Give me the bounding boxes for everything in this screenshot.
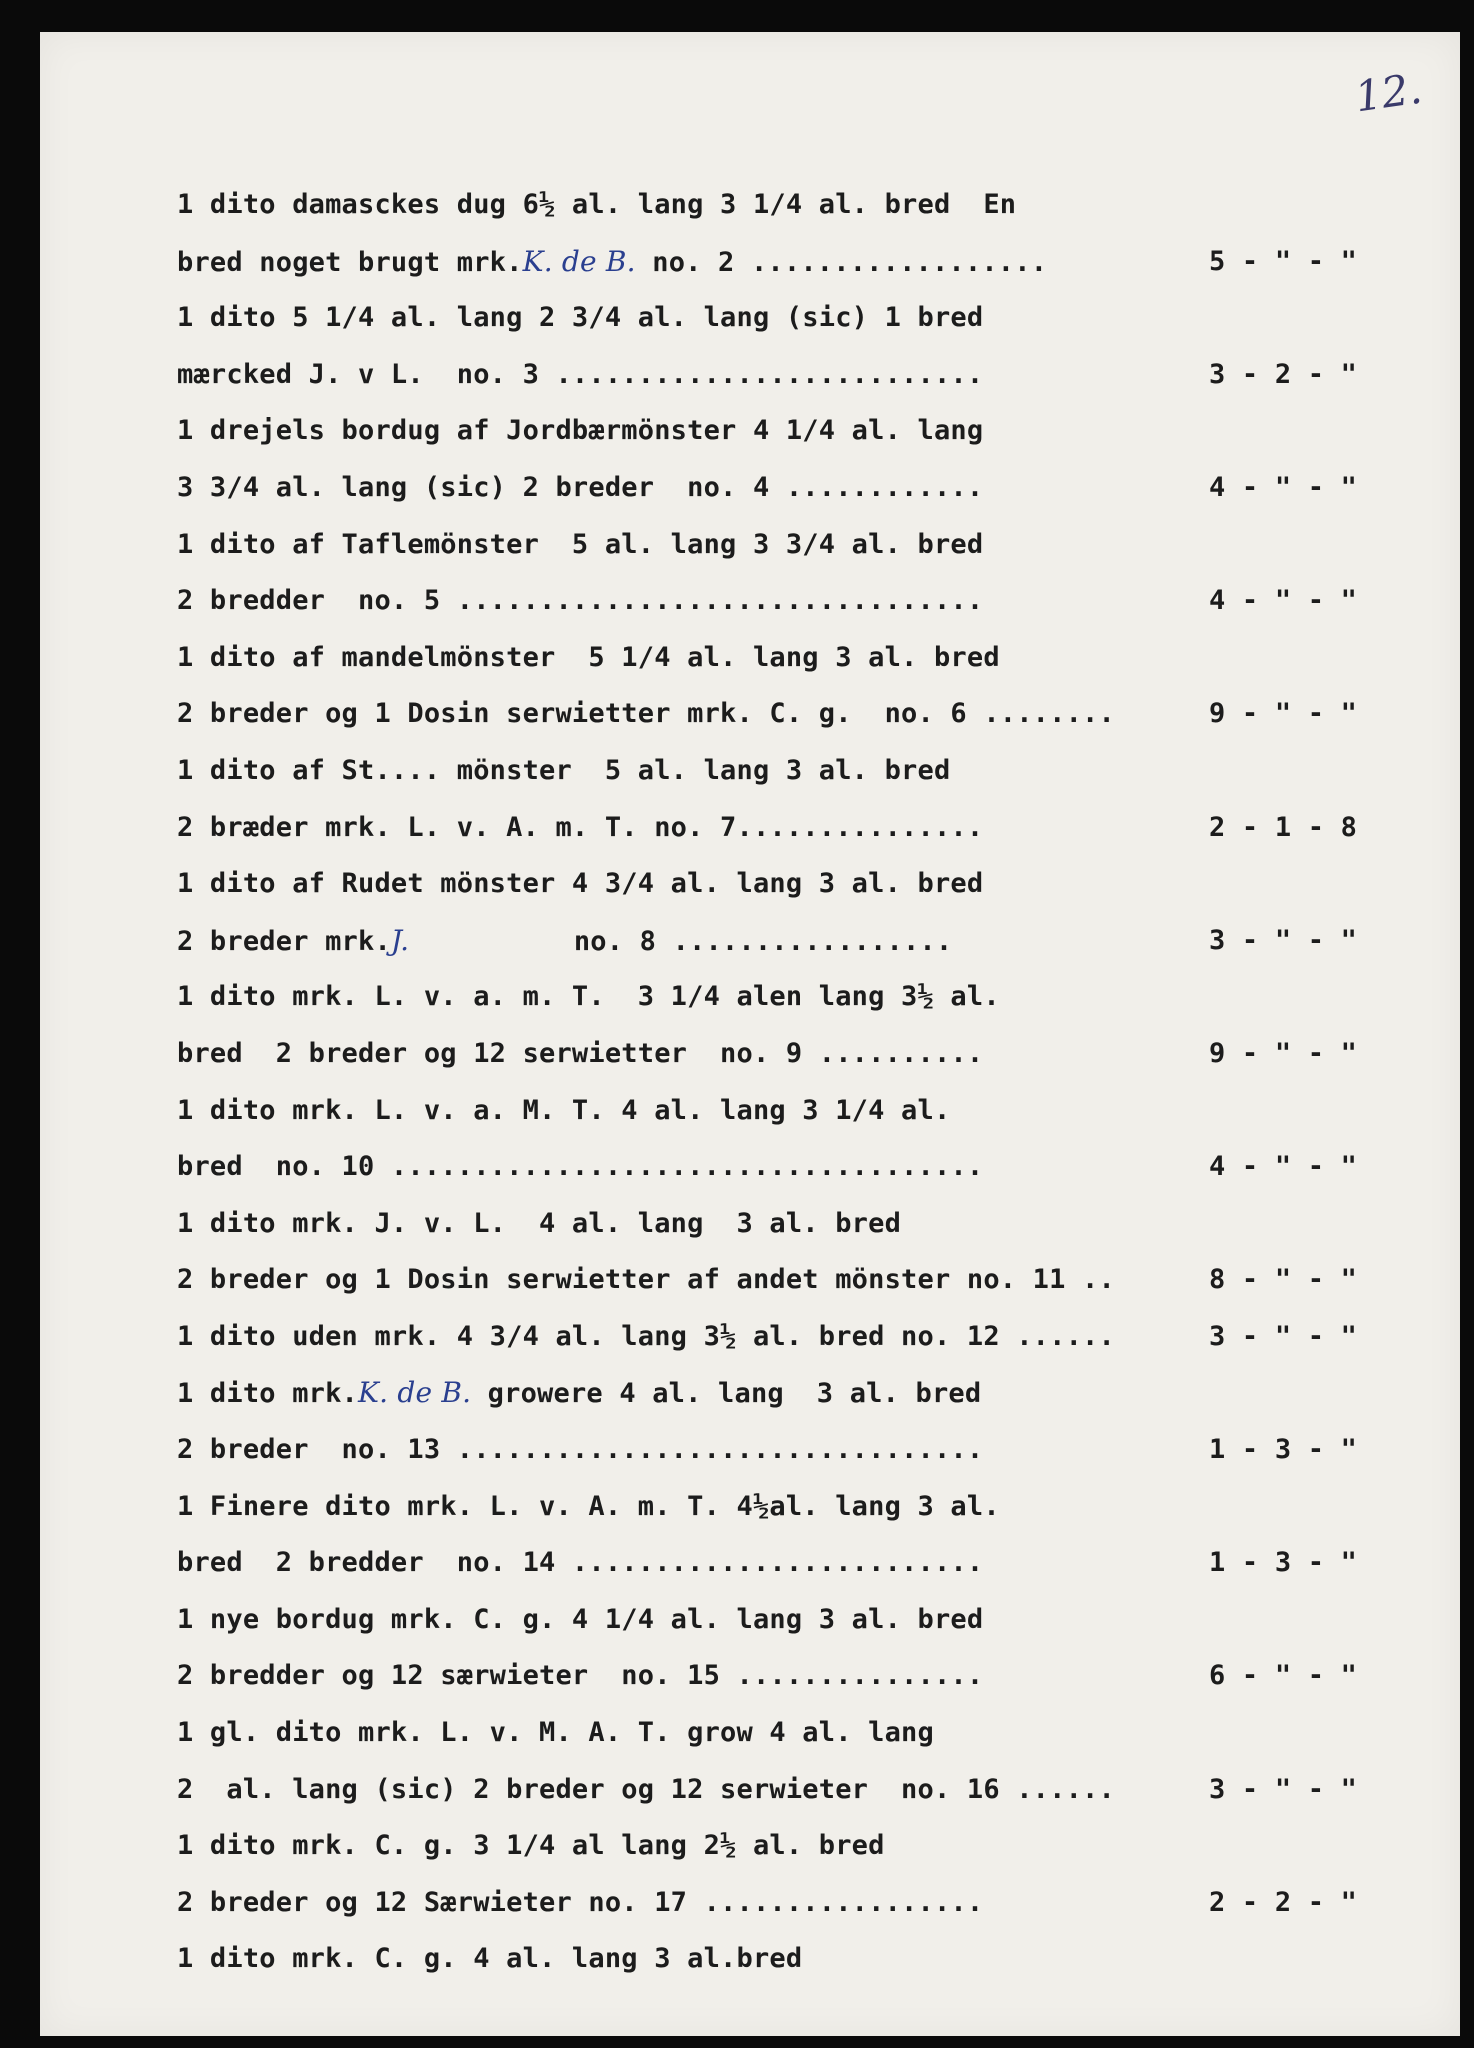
line-description: bred no. 10 .................................... — [177, 1151, 984, 1183]
inventory-line — [177, 573, 1357, 630]
inventory-line — [177, 234, 1357, 291]
line-description: 1 dito af mandelmönster 5 1/4 al. lang 3 al. bred — [177, 641, 1000, 673]
line-amount: 4 - " - " — [1209, 585, 1358, 617]
line-amount: 6 - " - " — [1209, 1660, 1358, 1692]
line-amount: 2 - 1 - 8 — [1209, 811, 1358, 843]
line-amount: 9 - " - " — [1209, 1037, 1358, 1069]
line-description: 2 breder og 1 Dosin serwietter af andet mönster no. 11 .. — [177, 1264, 1115, 1296]
line-description: 1 dito uden mrk. 4 3/4 al. lang 3½ al. bred no. 12 ...... — [177, 1320, 1115, 1352]
inventory-line — [177, 403, 1357, 460]
line-description: 1 dito 5 1/4 al. lang 2 3/4 al. lang (sic) 1 bred — [177, 302, 984, 334]
inventory-line — [177, 1252, 1357, 1309]
line-amount: 9 - " - " — [1209, 698, 1358, 730]
line-amount: 3 - " - " — [1209, 1773, 1358, 1805]
line-amount: 3 - " - " — [1209, 1320, 1358, 1352]
line-description: 2 breder og 1 Dosin serwietter mrk. C. g. no. 6 ........ — [177, 698, 1115, 730]
line-amount: 1 - 3 - " — [1209, 1434, 1358, 1466]
inventory-line — [177, 969, 1357, 1026]
inventory-line — [177, 1931, 1357, 1988]
line-description: 1 drejels bordug af Jordbærmönster 4 1/4 al. lang — [177, 415, 984, 447]
inventory-line — [177, 1309, 1357, 1366]
line-description: 1 dito mrk.K. de B. growere 4 al. lang 3 al. bred — [177, 1376, 982, 1410]
line-description: 3 3/4 al. lang (sic) 2 breder no. 4 ............ — [177, 471, 984, 503]
line-description: 1 nye bordug mrk. C. g. 4 1/4 al. lang 3 al. bred — [177, 1603, 984, 1635]
inventory-line — [177, 290, 1357, 347]
inventory-line — [177, 1535, 1357, 1592]
line-description: 2 al. lang (sic) 2 breder og 12 serwieter no. 16 ...... — [177, 1773, 1115, 1805]
handwritten-mark: J. — [390, 923, 410, 957]
inventory-line — [177, 1026, 1357, 1083]
inventory-line — [177, 347, 1357, 404]
line-amount: 4 - " - " — [1209, 1151, 1358, 1183]
line-description: 2 breder no. 13 ................................ — [177, 1434, 984, 1466]
line-description: 2 breder og 12 Særwieter no. 17 ................. — [177, 1886, 984, 1918]
line-description: 1 dito af Rudet mönster 4 3/4 al. lang 3 al. bred — [177, 868, 984, 900]
handwritten-mark: K. de B. — [358, 1376, 472, 1410]
inventory-line — [177, 913, 1357, 970]
line-description: 1 gl. dito mrk. L. v. M. A. T. grow 4 al. lang — [177, 1717, 934, 1749]
line-description: 1 dito af St.... mönster 5 al. lang 3 al. bred — [177, 754, 951, 786]
line-description: 2 bredder og 12 særwieter no. 15 ............... — [177, 1660, 984, 1692]
inventory-line — [177, 1479, 1357, 1536]
line-description: mærcked J. v L. no. 3 .......................... — [177, 358, 984, 390]
handwritten-mark: K. de B. — [522, 244, 636, 278]
line-description: 1 Finere dito mrk. L. v. A. m. T. 4½al. lang 3 al. — [177, 1490, 1000, 1522]
line-description: bred noget brugt mrk.K. de B. no. 2 .................. — [177, 244, 1048, 278]
line-description: 2 bredder no. 5 ................................ — [177, 585, 984, 617]
line-description: 1 dito mrk. C. g. 3 1/4 al lang 2½ al. bred — [177, 1830, 885, 1862]
inventory-line — [177, 1365, 1357, 1422]
line-amount: 3 - " - " — [1209, 924, 1358, 956]
inventory-line — [177, 177, 1357, 234]
line-description: bred 2 bredder no. 14 ......................... — [177, 1547, 984, 1579]
inventory-line — [177, 1875, 1357, 1932]
inventory-line — [177, 1762, 1357, 1819]
line-amount: 3 - 2 - " — [1209, 358, 1358, 390]
line-description: 1 dito af Taflemönster 5 al. lang 3 3/4 al. bred — [177, 528, 984, 560]
inventory-line — [177, 1705, 1357, 1762]
line-amount: 4 - " - " — [1209, 471, 1358, 503]
line-description: 2 breder mrk.J. no. 8 ................. — [177, 923, 953, 957]
line-description: 1 dito mrk. C. g. 4 al. lang 3 al.bred — [177, 1943, 803, 1975]
line-amount: 1 - 3 - " — [1209, 1547, 1358, 1579]
inventory-line — [177, 1196, 1357, 1253]
line-description: 1 dito mrk. L. v. a. M. T. 4 al. lang 3 1/4 al. — [177, 1094, 951, 1126]
line-description: 1 dito mrk. J. v. L. 4 al. lang 3 al. bred — [177, 1207, 902, 1239]
inventory-line — [177, 1592, 1357, 1649]
document-page — [40, 32, 1460, 2036]
inventory-line — [177, 856, 1357, 913]
inventory-line — [177, 1422, 1357, 1479]
inventory-line — [177, 630, 1357, 687]
inventory-line — [177, 1083, 1357, 1140]
line-amount: 5 - " - " — [1209, 245, 1358, 277]
inventory-line — [177, 1139, 1357, 1196]
line-description: 2 bræder mrk. L. v. A. m. T. no. 7............... — [177, 811, 984, 843]
inventory-line — [177, 460, 1357, 517]
line-description: 1 dito mrk. L. v. a. m. T. 3 1/4 alen lang 3½ al. — [177, 981, 1000, 1013]
line-amount: 2 - 2 - " — [1209, 1886, 1358, 1918]
line-amount: 8 - " - " — [1209, 1264, 1358, 1296]
inventory-line — [177, 1818, 1357, 1875]
line-description: bred 2 breder og 12 serwietter no. 9 .......... — [177, 1037, 984, 1069]
inventory-line — [177, 517, 1357, 574]
inventory-line — [177, 1648, 1357, 1705]
inventory-line — [177, 743, 1357, 800]
inventory-line — [177, 686, 1357, 743]
inventory-lines — [177, 177, 1357, 1988]
line-description: 1 dito damasckes dug 6½ al. lang 3 1/4 al. bred En — [177, 189, 1017, 220]
page-number: 12. — [1351, 63, 1425, 122]
inventory-line — [177, 800, 1357, 857]
